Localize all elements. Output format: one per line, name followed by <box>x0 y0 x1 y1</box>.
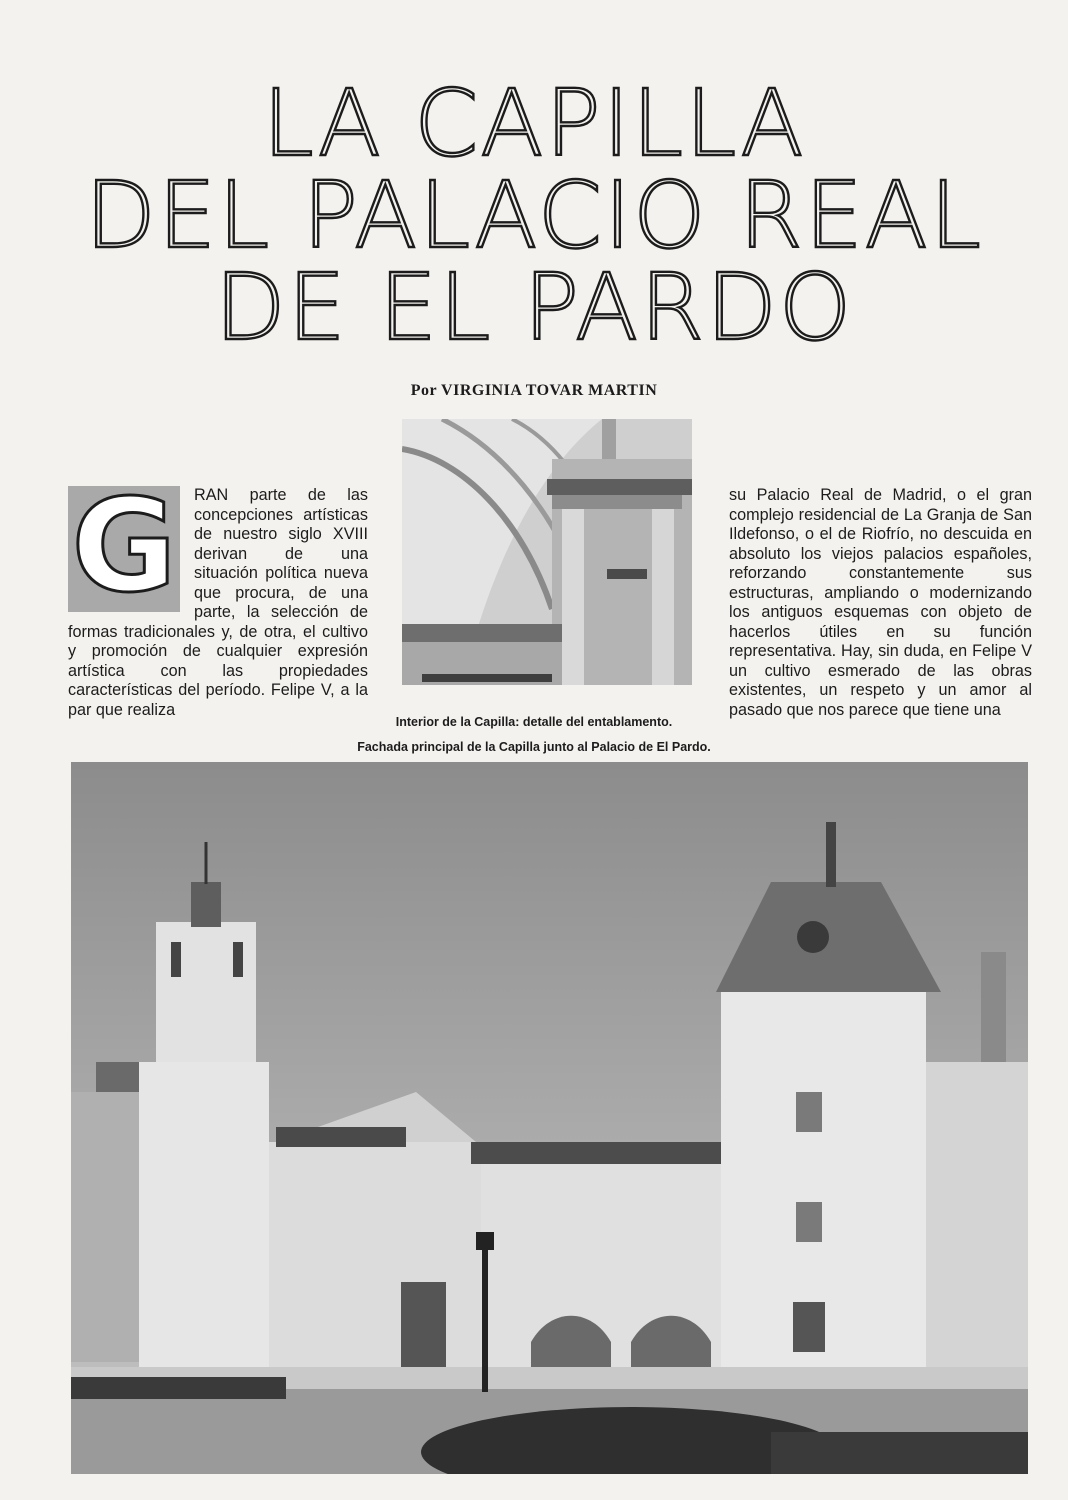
article-text-right: su Palacio Real de Madrid, o el gran complejo residencial de La Granja de San Ildefonso, o el de Riofrío, no descuida en absoluto los viejos palacios españoles, reforzando constantemente sus estructuras, ampliando o modernizando los antiguos esquemas con objeto de hacerlos útiles en su función representativa. Hay, sin duda, en Felipe V un cultivo esmerado de las obras existentes, un respeto y un amor al pasado que nos parece que tiene una <box>729 486 1032 719</box>
title-line-3: DE EL PARDO <box>214 254 854 361</box>
article-column-left <box>68 472 368 720</box>
interior-photo-caption: Interior de la Capilla: detalle del entablamento. <box>395 715 673 729</box>
drop-cap <box>68 472 180 621</box>
facade-photo <box>71 762 1028 1474</box>
facade-photo-caption: Fachada principal de la Capilla junto al Palacio de El Pardo. <box>357 740 711 754</box>
article-column-right <box>729 486 1032 720</box>
title-line-2: DEL PALACIO REAL <box>85 162 983 269</box>
byline: Por VIRGINIA TOVAR MARTIN <box>410 382 658 399</box>
title-line-1: LA CAPILLA <box>262 70 806 177</box>
drop-cap-letter: G <box>71 472 177 621</box>
article-text-left: RAN parte de las concepciones artísticas de nuestro siglo XVIII derivan de una situación política nueva que procura, de una parte, la selección de formas tradicionales y, de otra, el cultivo y promoción de cualquier expresión artística con las propiedades características del período. Felipe V, a la par que realiza <box>68 486 368 719</box>
interior-photo <box>402 419 692 685</box>
